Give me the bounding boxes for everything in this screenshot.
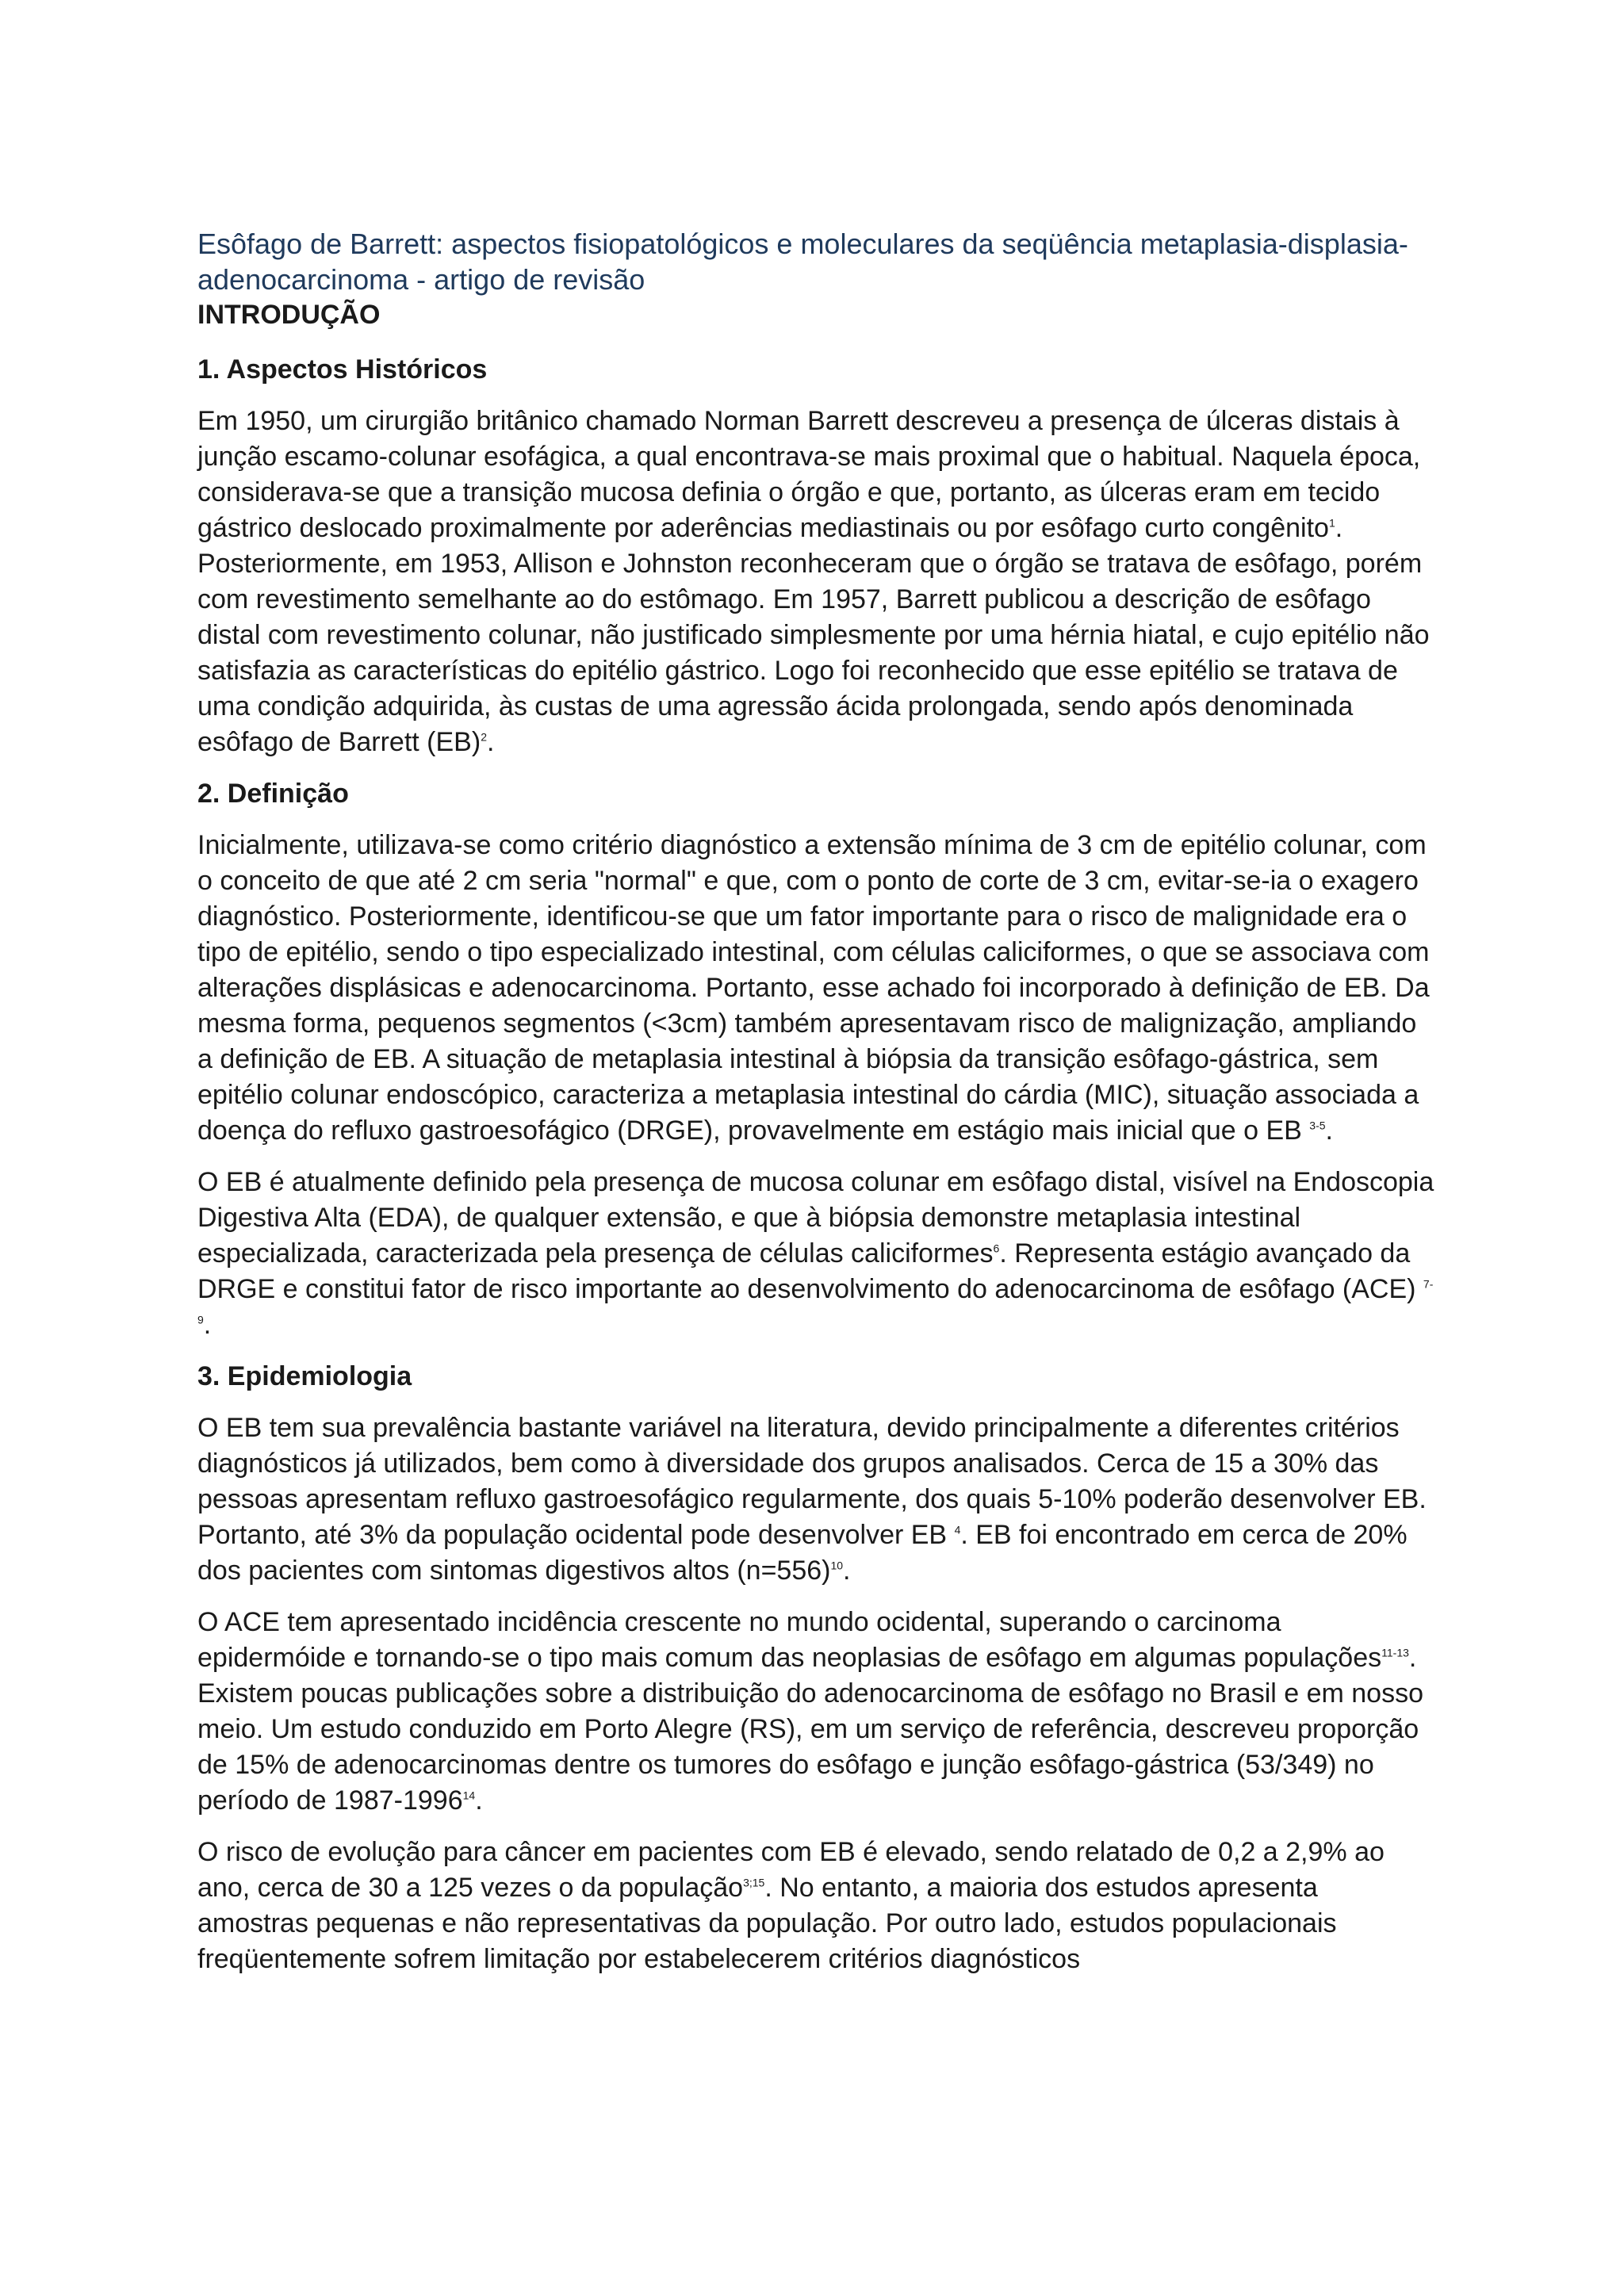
section-heading: 3. Epidemiologia [197, 1361, 412, 1391]
citation-superscript: 6 [993, 1242, 1000, 1255]
document-page [197, 226, 1434, 1993]
citation-superscript: 7-9 [197, 1277, 1434, 1326]
paragraph-text: . [1325, 1115, 1333, 1146]
citation-superscript: 14 [462, 1789, 476, 1802]
paragraph [197, 404, 1434, 760]
citation-superscript: 2 [481, 730, 487, 744]
paragraph-text: . [843, 1556, 851, 1586]
paragraph-text: . Representa estágio avançado da DRGE e constitui fator de risco importante ao desenvolvimento do adenocarcinoma de esôfago (ACE) [197, 1238, 1423, 1304]
paragraph-text: . [203, 1310, 212, 1340]
paragraph-text: O ACE tem apresentado incidência crescente no mundo ocidental, superando o carcinoma epidermóide e tornando-se o tipo mais comum das neoplasias de esôfago em algumas populações [197, 1607, 1382, 1673]
section-heading: 1. Aspectos Históricos [197, 354, 488, 385]
paragraph-text: O risco de evolução para câncer em pacientes com EB é elevado, sendo relatado de 0,2 a 2,9% ao ano, cerca de 30 a 125 vezes o da população [197, 1837, 1385, 1903]
paragraph [197, 1835, 1434, 1977]
paragraph-text: . EB foi encontrado em cerca de 20% dos pacientes com sintomas digestivos altos (n=556) [197, 1520, 1408, 1586]
citation-superscript: 10 [830, 1559, 844, 1572]
paragraph [197, 1165, 1434, 1343]
paragraph-text: O EB é atualmente definido pela presença de mucosa colunar em esôfago distal, visível na Endoscopia Digestiva Alta (EDA), de qualquer extensão, e que à biópsia demonstre metaplasia intestinal especializada, caracterizada pela presença de células caliciformes [197, 1167, 1434, 1269]
paragraph-text: . No entanto, a maioria dos estudos apresenta amostras pequenas e não representativas da população. Por outro lado, estudos populacionais freqüentemente sofrem limitação por estabelecerem critérios diagnósticos [197, 1873, 1337, 1974]
paragraph-text: . [475, 1785, 483, 1816]
citation-superscript: 3-5 [1309, 1119, 1326, 1132]
intro-heading: INTRODUÇÃO [197, 300, 381, 330]
document-body [197, 352, 1434, 1977]
citation-superscript: 4 [954, 1523, 961, 1536]
document-title: Esôfago de Barrett: aspectos fisiopatológicos e moleculares da seqüência metaplasia-displasia-adenocarcinoma - artigo de revisão [197, 228, 1408, 296]
citation-superscript: 11-13 [1381, 1646, 1409, 1659]
paragraph [197, 1410, 1434, 1589]
paragraph [197, 1605, 1434, 1819]
paragraph-text: . Posteriormente, em 1953, Allison e Johnston reconheceram que o órgão se tratava de esôfago, porém com revestimento semelhante ao do estômago. Em 1957, Barrett publicou a descrição de esôfago distal com revestimento colunar, não justificado simplesmente por uma hérnia hiatal, e cujo epitélio não satisfazia as características do epitélio gástrico. Logo foi reconhecido que esse epitélio se tratava de uma condição adquirida, às custas de uma agressão ácida prolongada, sendo após denominada esôfago de Barrett (EB) [197, 513, 1430, 757]
paragraph-text: Em 1950, um cirurgião britânico chamado Norman Barrett descreveu a presença de úlceras distais à junção escamo-colunar esofágica, a qual encontrava-se mais proximal que o habitual. Naquela época, considerava-se que a transição mucosa definia o órgão e que, portanto, as úlceras eram em tecido gástrico deslocado proximalmente por aderências mediastinais ou por esôfago curto congênito [197, 406, 1421, 543]
section-heading: 2. Definição [197, 779, 349, 809]
paragraph-text: Inicialmente, utilizava-se como critério diagnóstico a extensão mínima de 3 cm de epitélio colunar, com o conceito de que até 2 cm seria "normal" e que, com o ponto de corte de 3 cm, evitar-se-ia o exagero diagnóstico. Posteriormente, identificou-se que um fator importante para o risco de malignidade era o tipo de epitélio, sendo o tipo especializado intestinal, com células caliciformes, o que se associava com alterações displásicas e adenocarcinoma. Portanto, esse achado foi incorporado à definição de EB. Da mesma forma, pequenos segmentos (<3cm) também apresentavam risco de malignização, ampliando a definição de EB. A situação de metaplasia intestinal à biópsia da transição esôfago-gástrica, sem epitélio colunar endoscópico, caracteriza a metaplasia intestinal do cárdia (MIC), situação associada a doença do refluxo gastroesofágico (DRGE), provavelmente em estágio mais inicial que o EB [197, 830, 1430, 1146]
paragraph [197, 828, 1434, 1149]
citation-superscript: 3;15 [743, 1876, 765, 1889]
citation-superscript: 1 [1328, 516, 1335, 530]
paragraph-text: O EB tem sua prevalência bastante variável na literatura, devido principalmente a diferentes critérios diagnósticos já utilizados, bem como à diversidade dos grupos analisados. Cerca de 15 a 30% das pessoas apresentam refluxo gastroesofágico regularmente, dos quais 5-10% poderão desenvolver EB. Portanto, até 3% da população ocidental pode desenvolver EB [197, 1413, 1427, 1550]
paragraph-text: . [486, 727, 495, 757]
paragraph-text: . Existem poucas publicações sobre a distribuição do adenocarcinoma de esôfago no Brasil e em nosso meio. Um estudo conduzido em Porto Alegre (RS), em um serviço de referência, descreveu proporção de 15% de adenocarcinomas dentre os tumores do esôfago e junção esôfago-gástrica (53/349) no período de 1987-1996 [197, 1643, 1424, 1816]
